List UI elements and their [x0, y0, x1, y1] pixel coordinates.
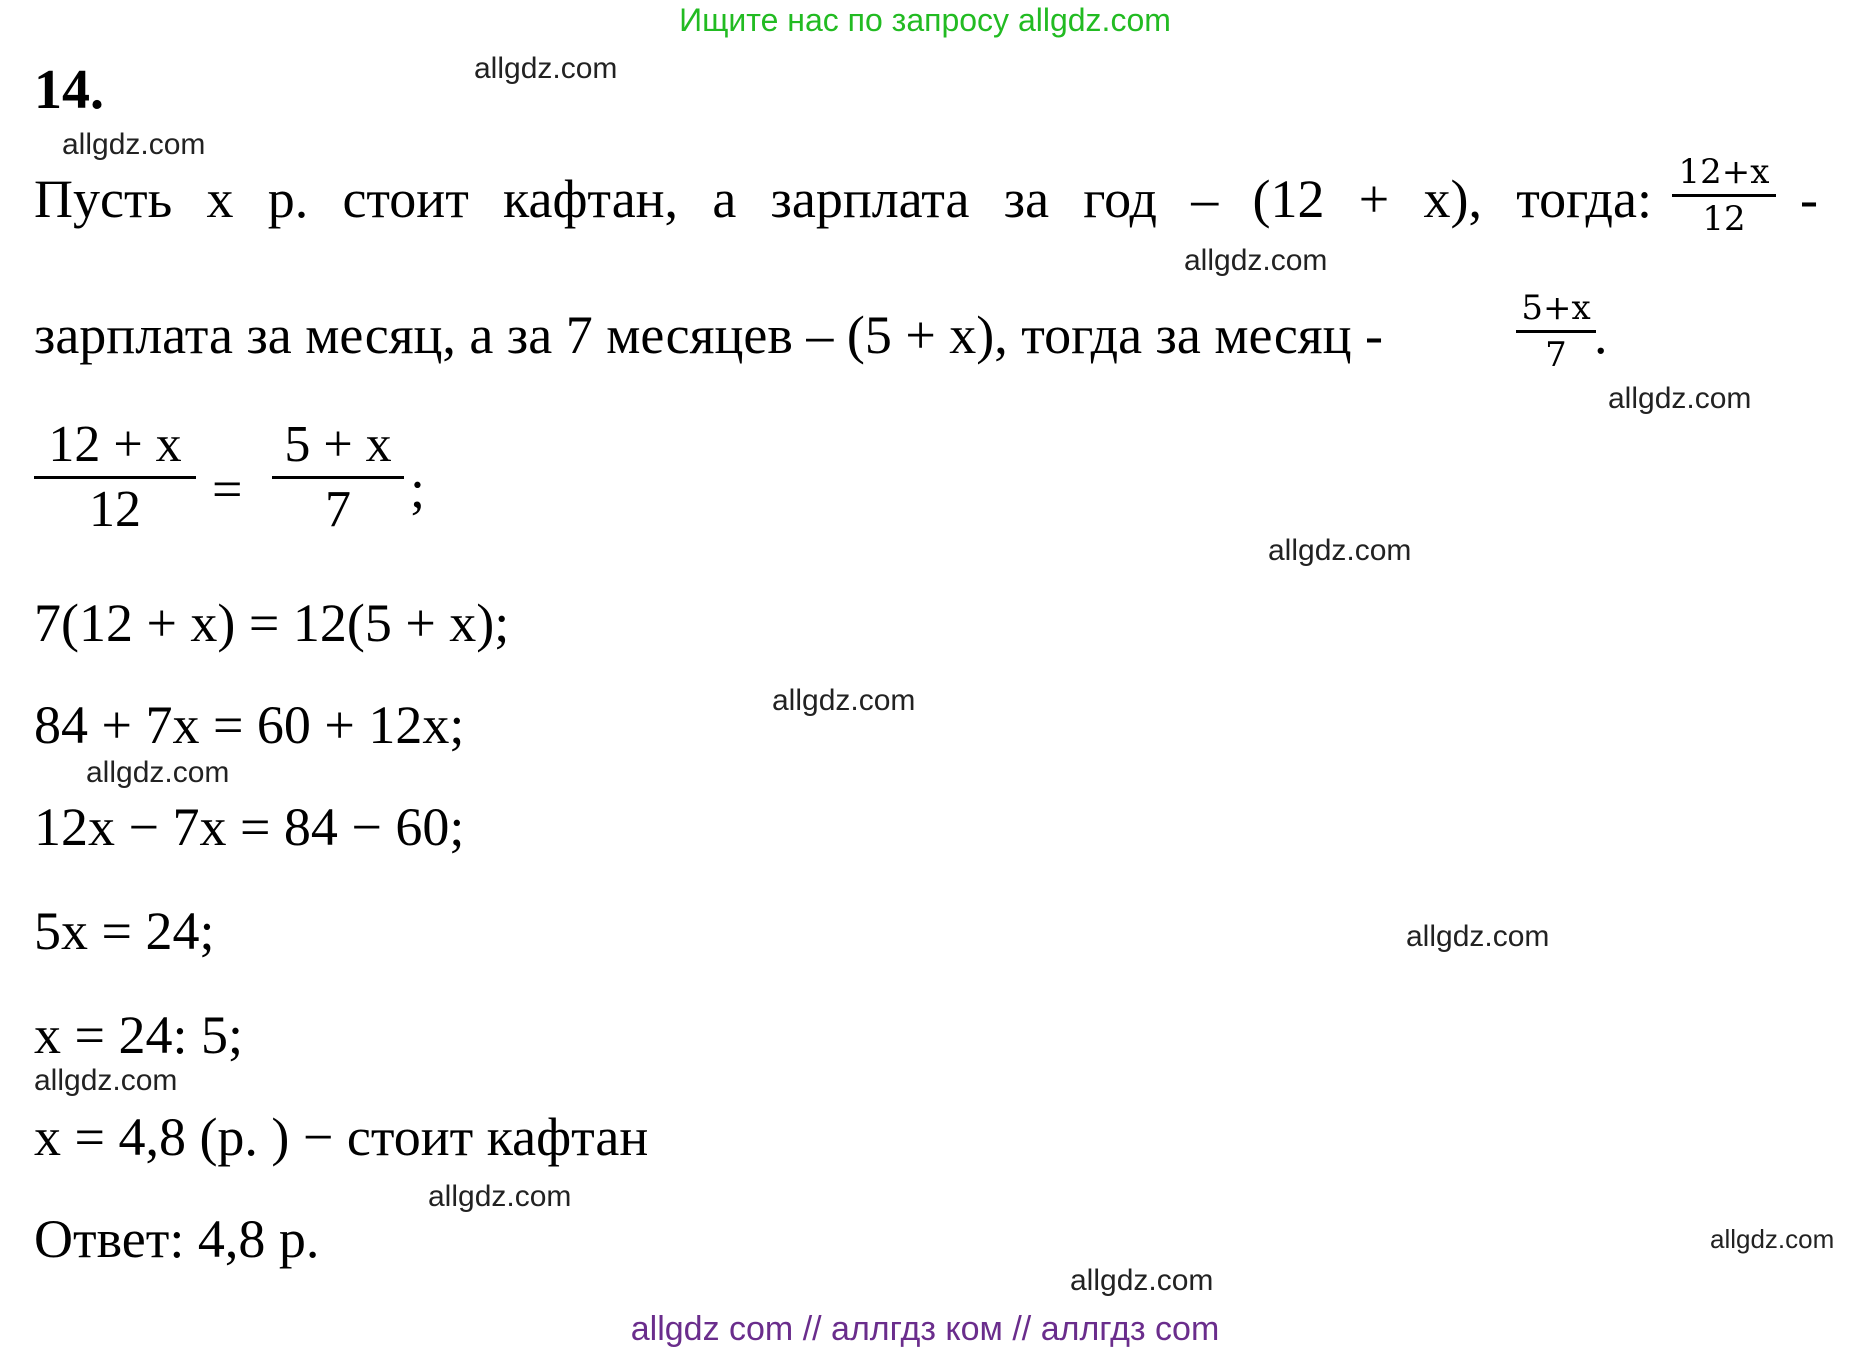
watermark: allgdz.com — [1268, 534, 1412, 567]
equation-left-fraction — [34, 414, 196, 541]
watermark: allgdz.com — [1710, 1224, 1835, 1254]
step-line: x = 24: 5; — [34, 1005, 243, 1065]
period: . — [1594, 305, 1608, 365]
watermark: allgdz.com — [62, 128, 206, 161]
fraction-numerator: 12+x — [1678, 152, 1770, 192]
watermark: allgdz.com — [86, 756, 230, 789]
top-banner[interactable]: Ищите нас по запросу allgdz.com — [679, 2, 1171, 38]
problem-number: 14. — [34, 59, 104, 121]
watermark: allgdz.com — [1070, 1264, 1214, 1297]
fraction-numerator: 5 + x — [284, 416, 392, 473]
fraction-denominator: 7 — [1545, 335, 1567, 375]
answer: Ответ: 4,8 р. — [34, 1209, 320, 1269]
fraction-denominator: 12 — [1702, 199, 1746, 239]
watermark: allgdz.com — [1184, 244, 1328, 277]
paragraph-line-1: Пусть x р. стоит кафтан, а зарплата за год – (12 + x), тогда: — [34, 169, 1652, 229]
step-line: 84 + 7x = 60 + 12x; — [34, 695, 465, 755]
watermark: allgdz.com — [34, 1064, 178, 1097]
fraction-denominator: 12 — [89, 481, 141, 538]
fraction-numerator: 5+x — [1521, 288, 1591, 328]
step-line: 5x = 24; — [34, 901, 215, 961]
dash: - — [1800, 169, 1818, 229]
watermark: allgdz.com — [772, 684, 916, 717]
fraction-salary-year — [1672, 150, 1776, 241]
equation-right-fraction — [272, 414, 404, 541]
step-line: 7(12 + x) = 12(5 + x); — [34, 593, 510, 653]
fraction-salary-month — [1516, 286, 1596, 377]
watermark: allgdz.com — [428, 1180, 572, 1213]
step-line: x = 4,8 (р. ) − стоит кафтан — [34, 1107, 649, 1167]
watermark: allgdz.com — [1406, 920, 1550, 953]
bottom-banner[interactable]: allgdz com // аллгдз ком // аллгдз com — [630, 1310, 1220, 1348]
step-line: 12x − 7x = 84 − 60; — [34, 797, 465, 857]
semicolon: ; — [410, 459, 426, 519]
watermark: allgdz.com — [1608, 382, 1752, 415]
paragraph-line-2: зарплата за месяц, а за 7 месяцев – (5 + x), тогда за месяц - — [34, 305, 1384, 365]
fraction-numerator: 12 + x — [48, 416, 182, 473]
equals-sign: = — [212, 459, 243, 519]
watermark: allgdz.com — [474, 52, 618, 85]
fraction-denominator: 7 — [325, 481, 351, 538]
